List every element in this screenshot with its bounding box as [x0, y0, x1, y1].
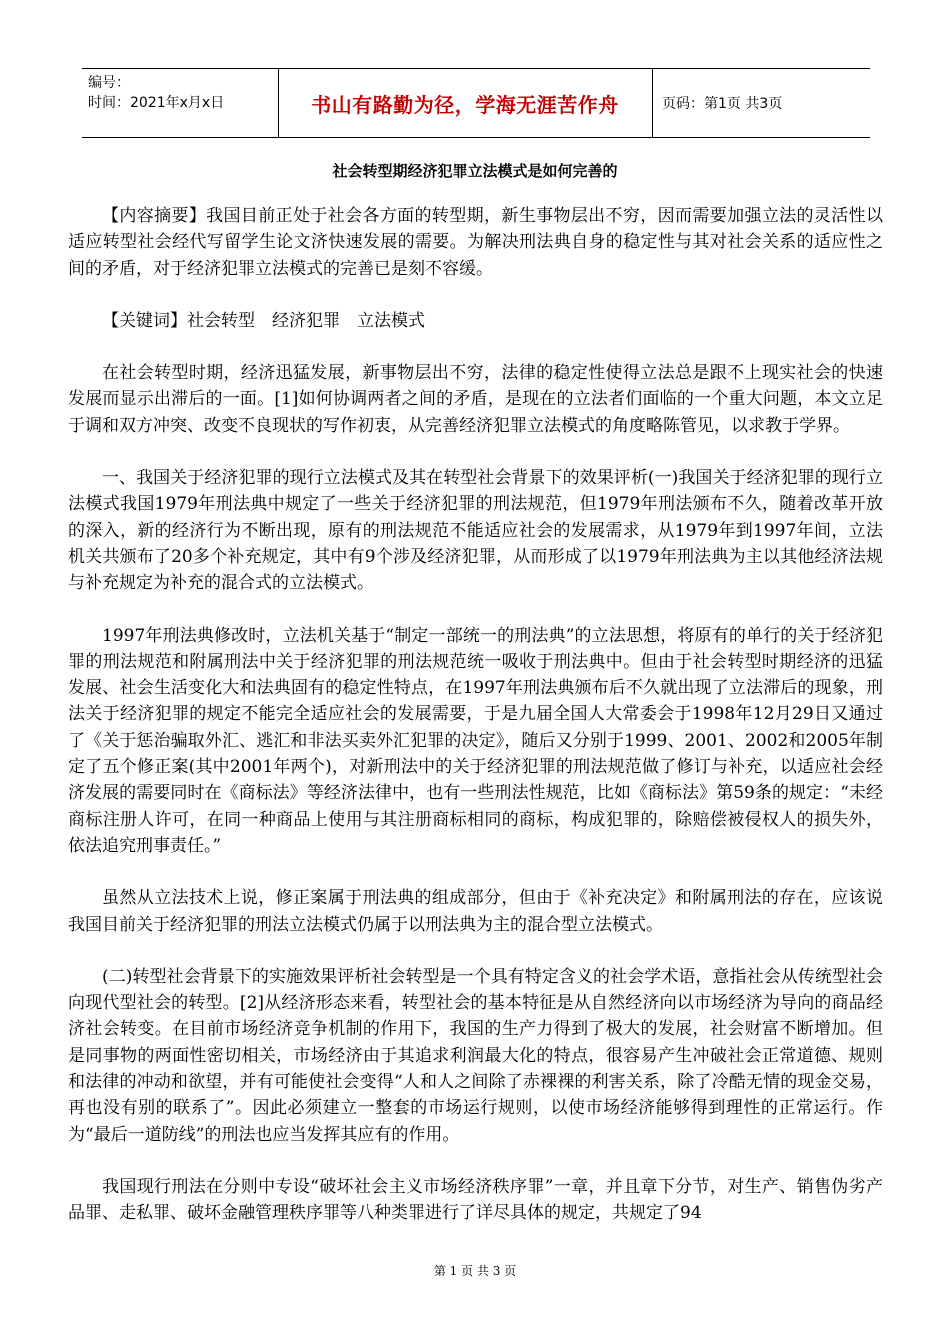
document-number-label: 编号：	[88, 75, 130, 91]
body-paragraph: 在社会转型时期，经济迅猛发展，新事物层出不穷，法律的稳定性使得立法总是跟不上现实社会的快速发展而显示出滞后的一面。[1]如何协调两者之间的矛盾，是现在的立法者们面临的一个重大问题，本文立足于调和双方冲突、改变不良现状的写作初衷，从完善经济犯罪立法模式的角度略陈管见，以求教于学界。	[68, 363, 883, 436]
keywords-paragraph: 【关键词】社会转型 经济犯罪 立法模式	[102, 310, 425, 331]
document-title: 社会转型期经济犯罪立法模式是如何完善的	[332, 162, 618, 180]
header-meta	[88, 73, 278, 113]
body-paragraph: 一、我国关于经济犯罪的现行立法模式及其在转型社会背景下的效果评析(一)我国关于经济犯罪的现行立法模式我国1979年刑法典中规定了一些关于经济犯罪的刑法规范，但1979年刑法颁布不久，随着改革开放的深入，新的经济行为不断出现，原有的刑法规范不能适应社会的发展需求，从1979年到1997年间，立法机关共颁布了20多个补充规定，其中有9个涉及经济犯罪，从而形成了以1979年刑法典为主以其他经济法规与补充规定为补充的混合式的立法模式。	[68, 468, 883, 594]
document-date-label: 时间：2021年x月x日	[88, 95, 225, 111]
header-motto: 书山有路勤为径，学海无涯苦作舟	[311, 92, 619, 117]
body-paragraph: 1997年刑法典修改时，立法机关基于“制定一部统一的刑法典”的立法思想，将原有的单行的关于经济犯罪的刑法规范和附属刑法中关于经济犯罪的刑法规范统一吸收于刑法典中。但由于社会转型时期经济的迅猛发展、社会生活变化大和法典固有的稳定性特点，在1997年刑法典颁布后不久就出现了立法滞后的现象，刑法关于经济犯罪的规定不能完全适应社会的发展需要，于是九届全国人大常委会于1998年12月29日又通过了《关于惩治骗取外汇、逃汇和非法买卖外汇犯罪的决定》，随后又分别于1999、2001、2002和2005年制定了五个修正案(其中2001年两个)，对新刑法中的关于经济犯罪的刑法规范做了修订与补充，以适应社会经济发展的需要同时在《商标法》等经济法律中，也有一些刑法性规范，比如《商标法》第59条的规定：“未经商标注册人许可，在同一种商品上使用与其注册商标相同的商标，构成犯罪的，除赔偿被侵权人的损失外，依法追究刑事责任。”	[68, 625, 883, 856]
body-paragraph: 我国现行刑法在分则中专设“破坏社会主义市场经济秩序罪”一章，并且章下分节，对生产、销售伪劣产品罪、走私罪、破坏金融管理秩序罪等八种类罪进行了详尽具体的规定，共规定了94	[68, 1176, 883, 1224]
body-paragraph: 虽然从立法技术上说，修正案属于刑法典的组成部分，但由于《补充决定》和附属刑法的存在，应该说我国目前关于经济犯罪的刑法立法模式仍属于以刑法典为主的混合型立法模式。	[68, 888, 883, 935]
page-footer: 第 1 页 共 3 页	[433, 1264, 517, 1278]
page-header	[82, 68, 870, 138]
header-divider	[652, 69, 653, 137]
body-paragraph: (二)转型社会背景下的实施效果评析社会转型是一个具有特定含义的社会学术语，意指社会从传统型社会向现代型社会的转型。[2]从经济形态来看，转型社会的基本特征是从自然经济向以市场经济为导向的商品经济社会转变。在目前市场经济竞争机制的作用下，我国的生产力得到了极大的发展，社会财富不断增加。但是同事物的两面性密切相关，市场经济由于其追求利润最大化的特点，很容易产生冲破社会正常道德、规则和法律的冲动和欲望，并有可能使社会变得“人和人之间除了赤裸裸的利害关系，除了冷酷无情的现金交易，再也没有别的联系了”。因此必须建立一整套的市场运行规则，以使市场经济能够得到理性的正常运行。作为“最后一道防线”的刑法也应当发挥其应有的作用。	[68, 966, 883, 1145]
document-body	[68, 203, 883, 1253]
header-page-info: 页码：第1页 共3页	[662, 96, 783, 112]
header-divider	[278, 69, 279, 137]
abstract-paragraph: 【内容摘要】我国目前正处于社会各方面的转型期，新生事物层出不穷，因而需要加强立法的灵活性以适应转型社会经代写留学生论文济快速发展的需要。为解决刑法典自身的稳定性与其对社会关系的适应性之间的矛盾，对于经济犯罪立法模式的完善已是刻不容缓。	[68, 206, 883, 279]
